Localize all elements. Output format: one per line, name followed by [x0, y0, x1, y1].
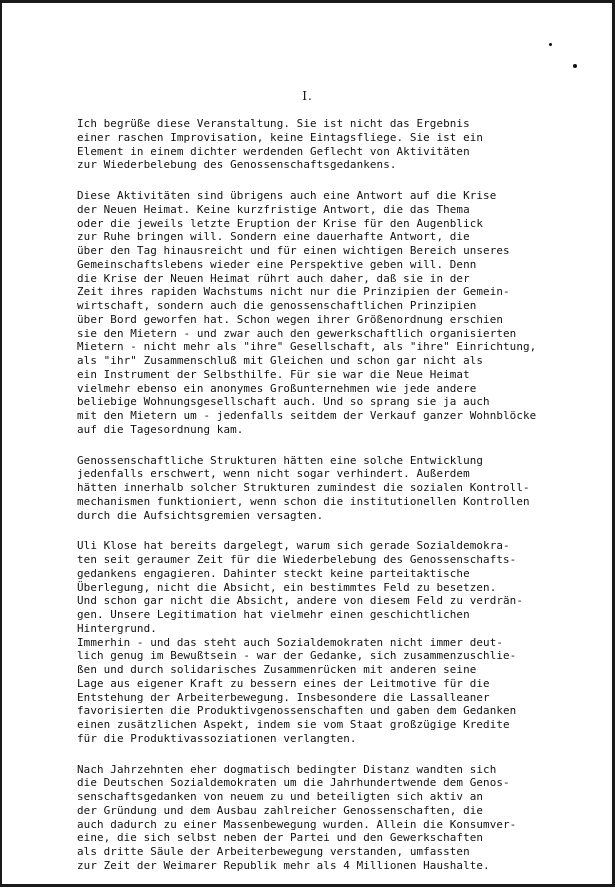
text-line: eine, die sich selbst neben der Partei und den Gewerkschaften: [77, 831, 484, 845]
text-line: gen. Unsere Legitimation hat vielmehr einen geschichtlichen: [77, 608, 470, 621]
text-line: für die Produktivassoziationen verlangten.: [77, 731, 357, 745]
text-line: mechanismen funktioniert, wenn schon die institutionellen Kontrollen: [77, 494, 530, 508]
text-line: Überlegung, nicht die Absicht, ein bestimmtes Feld zu besetzen.: [77, 580, 497, 594]
text-line: lich genug im Bewußtsein - war der Gedanke, sich zusammenzuschlie-: [77, 649, 517, 663]
text-line: oder die jeweils letzte Eruption der Krise für den Augenblick: [77, 216, 484, 230]
text-line: wirtschaft, sondern auch die genossenschaftlichen Prinzipien: [77, 299, 477, 312]
text-line: auf die Tagesordnung kam.: [77, 422, 244, 436]
text-line: der Gründung und dem Ausbau zahlreicher Genossenschaften, die: [77, 803, 484, 817]
text-line: einen zusätzlichen Aspekt, indem sie vom Staat großzügige Kredite: [77, 718, 510, 731]
text-line: Hintergrund.: [77, 621, 157, 635]
text-line: Entstehung der Arbeiterbewegung. Insbesondere die Lassalleaner: [77, 690, 490, 704]
text-line: als dritte Säule der Arbeiterbewegung verstanden, umfassten: [77, 845, 470, 858]
text-line: jedenfalls erschwert, wenn nicht sogar verhindert. Außerdem: [77, 467, 470, 481]
text-line: Gemeinschaftslebens wieder eine Perspektive geben will. Denn: [77, 257, 477, 271]
text-line: auch dadurch zu einer Massenbewegung wurden. Allein die Konsumver-: [77, 817, 517, 831]
paragraph: [77, 636, 597, 746]
text-line: sie den Mietern - und zwar auch den gewerkschaftlich organisierten: [77, 326, 517, 340]
text-line: Lage aus eigener Kraft zu bessern eines der Leitmotive für die: [77, 676, 490, 690]
text-line: Mietern - nicht mehr als "ihre" Gesellschaft, als "ihre" Einrichtung,: [77, 340, 537, 354]
text-line: Uli Klose hat bereits dargelegt, warum sich gerade Sozialdemokra-: [77, 539, 510, 553]
text-line: Immerhin - und das steht auch Sozialdemokraten nicht immer deut-: [77, 635, 504, 649]
text-line: ein Instrument der Selbsthilfe. Für sie war die Neue Heimat: [77, 367, 470, 381]
text-line: Element in einem dichter werdenden Geflecht von Aktivitäten: [77, 144, 470, 158]
text-line: der Neuen Heimat. Keine kurzfristige Antwort, die das Thema: [77, 202, 470, 216]
text-line: als "ihr" Zusammenschluß mit Gleichen und schon gar nicht als: [77, 354, 484, 367]
text-line: zur Ruhe bringen will. Sondern eine dauerhafte Antwort, die: [77, 230, 470, 244]
text-line: durch die Aufsichtsgremien versagten.: [77, 508, 324, 522]
text-line: ßen und durch solidarisches Zusammenrücken mit anderen seine: [77, 663, 477, 676]
text-line: hätten innerhalb solcher Strukturen zumindest die sozialen Kontroll-: [77, 481, 530, 494]
text-line: gedankens engagieren. Dahinter steckt keine parteitaktische: [77, 566, 470, 580]
scan-border-left: [0, 0, 2, 887]
text-line: beliebige Wohnungsgesellschaft auch. Und so sprang sie ja auch: [77, 395, 490, 409]
text-line: senschaftsgedanken von neuem zu und beteiligten sich aktiv an: [77, 790, 484, 803]
page-number: I.: [302, 89, 313, 103]
text-line: über den Tag hinausreicht und für einen wichtigen Bereich unseres: [77, 244, 510, 257]
text-line: vielmehr ebenso ein anonymes Großunternehmen wie jede andere: [77, 381, 477, 395]
text-line: favorisierten die Produktivgenossenschaften und gaben dem Gedanken: [77, 704, 517, 718]
text-line: zur Wiederbelebung des Genossenschaftsgedankens.: [77, 158, 397, 172]
text-line: Genossenschaftliche Strukturen hätten eine solche Entwicklung: [77, 453, 484, 467]
text-line: Und schon gar nicht die Absicht, andere von diesem Feld zu verdrän-: [77, 594, 523, 608]
text-line: Zeit ihres rapiden Wachstums nicht nur die Prinzipien der Gemein-: [77, 285, 510, 299]
paragraph: [77, 454, 597, 523]
paragraph: [77, 117, 597, 172]
text-line: einer raschen Improvisation, keine Eintagsfliege. Sie ist ein: [77, 130, 484, 144]
text-line: Nach Jahrzehnten eher dogmatisch bedingter Distanz wandten sich: [77, 762, 497, 776]
text-line: Diese Aktivitäten sind übrigens auch eine Antwort auf die Krise: [77, 189, 497, 202]
text-line: zur Zeit der Weimarer Republik mehr als 4 Millionen Haushalte.: [77, 858, 490, 872]
text-line: über Bord geworfen hat. Schon wegen ihrer Größenordnung erschien: [77, 312, 504, 326]
paragraph: [77, 189, 597, 437]
scan-speck: [549, 43, 552, 46]
text-line: ten seit geraumer Zeit für die Wiederbelebung des Genossenschafts-: [77, 553, 517, 566]
scan-speck: [573, 64, 577, 68]
paragraph: [77, 763, 597, 873]
text-line: die Krise der Neuen Heimat rührt auch daher, daß sie in der: [77, 271, 470, 285]
document-body: [77, 117, 597, 890]
paragraph: [77, 539, 597, 635]
text-line: mit den Mietern um - jedenfalls seitdem der Verkauf ganzer Wohnblöcke: [77, 409, 537, 422]
scan-border-top: [0, 0, 615, 3]
text-line: die Deutschen Sozialdemokraten um die Jahrhundertwende dem Genos-: [77, 776, 510, 790]
text-line: Ich begrüße diese Veranstaltung. Sie ist nicht das Ergebnis: [77, 117, 470, 130]
